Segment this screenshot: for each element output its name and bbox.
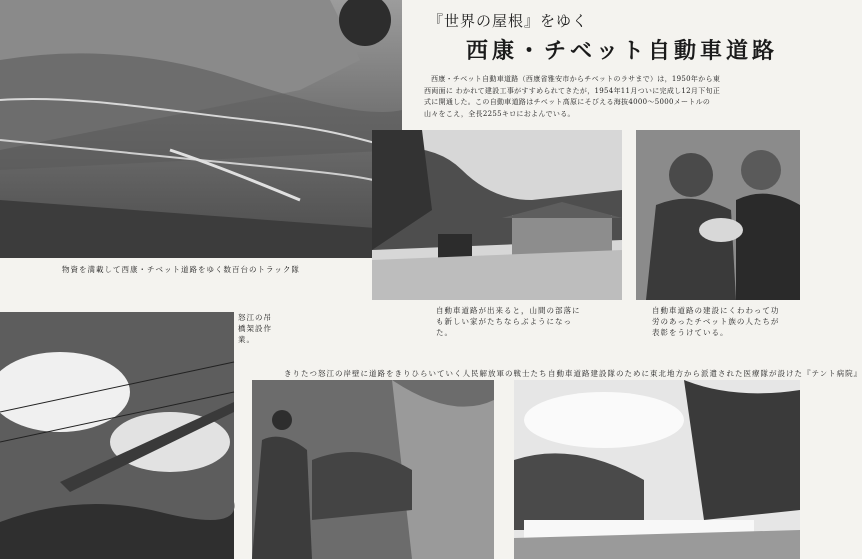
cliff-soldiers-image	[252, 380, 494, 559]
photo-truck-village	[372, 130, 622, 300]
caption-bridge: 怒江の吊橋架設作業。	[238, 313, 272, 344]
photo-tent-hospital	[514, 380, 800, 559]
photo-cliff-soldiers	[252, 380, 494, 559]
suspension-bridge-image	[0, 312, 234, 559]
tent-hospital-image	[514, 380, 800, 559]
caption-cliff: きりたつ怒江の岸壁に道路をきりひらいていく人民解放軍の戦士たち	[284, 369, 548, 378]
caption-new-houses: 自動車道路が出来ると，山間の部落にも新しい家がたちならぶようになった。	[436, 306, 581, 337]
caption-tibetans-honored: 自動車道路の建設にくわわって功労のあったチベット族の人たちが表彰をうけている。	[652, 306, 780, 337]
caption-tent-hospital: 自動車道路建設隊のために東北地方から派遣された医療隊が設けた『テント病院』	[548, 369, 862, 378]
tibetans-image	[636, 130, 800, 300]
article-subtitle: 『世界の屋根』をゆく	[428, 12, 589, 30]
truck-convoy-image	[0, 0, 402, 258]
truck-village-image	[372, 130, 622, 300]
photo-truck-convoy	[0, 0, 402, 258]
photo-suspension-bridge	[0, 312, 234, 559]
photo-tibetans-honored	[636, 130, 800, 300]
intro-paragraph: 西康・チベット自動車道路（西康省雅安市からチベットのラサまで）は，1950年から東西両面に わかれて建設工事がすすめられてきたが，1954年11月ついに完成し12月下旬正式に開通した。この自動車道路はチベット高原にそびえる海抜4000～5000メートルの山々をこえ，全長2255キロにおよんでいる。	[424, 75, 721, 118]
article-title: 西康・チベット自動車道路	[466, 38, 779, 64]
caption-truck-convoy: 物資を満載して西康・チベット道路をゆく数百台のトラック隊	[62, 265, 300, 274]
